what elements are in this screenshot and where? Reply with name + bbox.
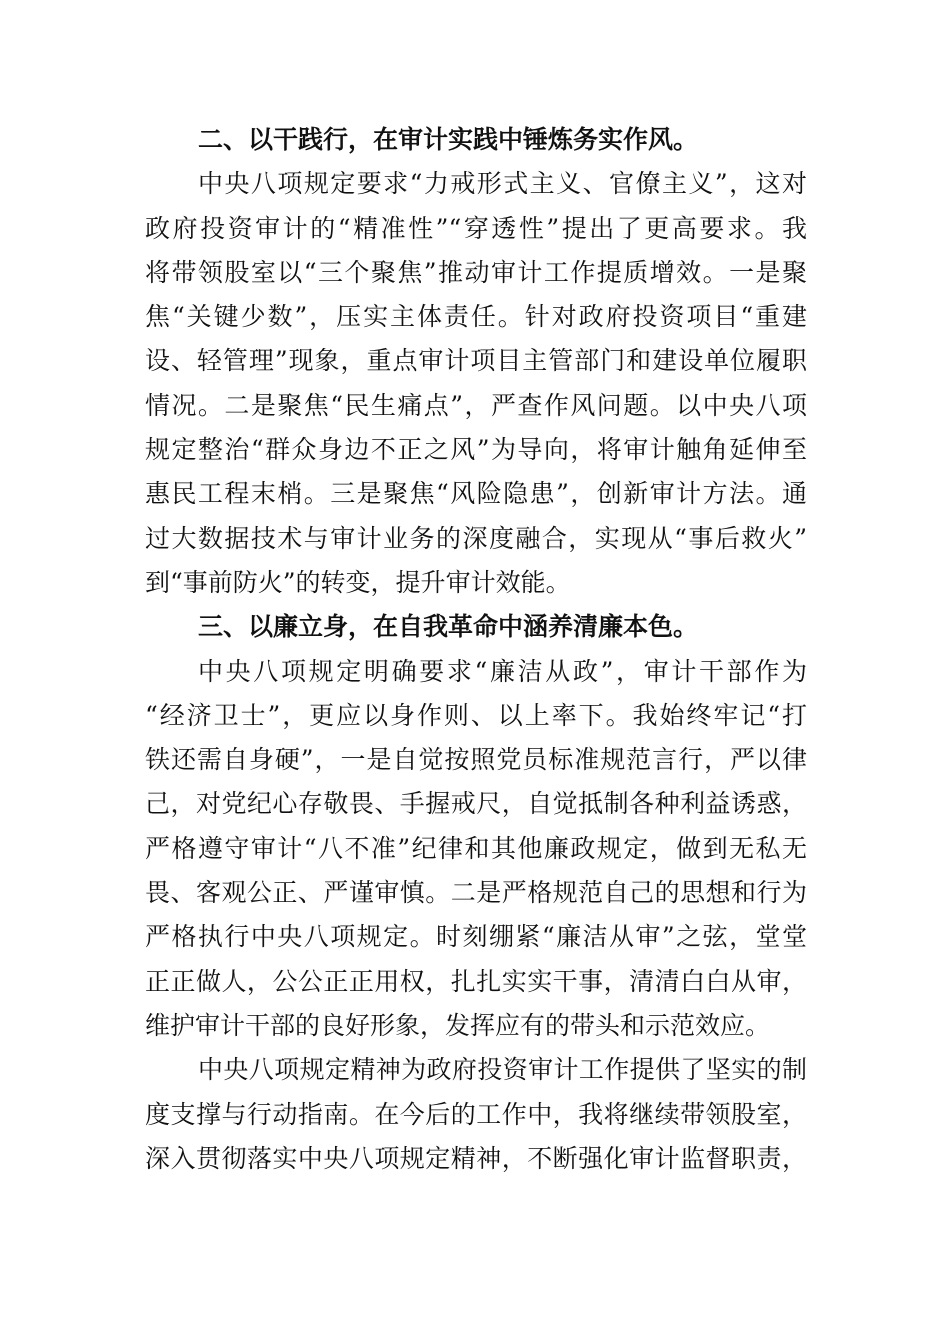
paragraph-line: “经济卫士”，更应以身作则、以上率下。我始终牢记“打 bbox=[145, 700, 807, 730]
paragraph-line: 惠民工程末梢。三是聚焦“风险隐患”，创新审计方法。通 bbox=[145, 479, 807, 509]
paragraph-line: 严格执行中央八项规定。时刻绷紧“廉洁从审”之弦，堂堂 bbox=[145, 922, 807, 952]
paragraph-line: 过大数据技术与审计业务的深度融合，实现从“事后救火” bbox=[145, 523, 807, 553]
paragraph-line: 设、轻管理”现象，重点审计项目主管部门和建设单位履职 bbox=[145, 346, 807, 376]
paragraph-line: 己，对党纪心存敬畏、手握戒尺，自觉抵制各种利益诱惑， bbox=[145, 789, 807, 819]
paragraph-line: 规定整治“群众身边不正之风”为导向，将审计触角延伸至 bbox=[145, 435, 807, 465]
paragraph-2 bbox=[145, 650, 807, 1049]
paragraph-line: 度支撑与行动指南。在今后的工作中，我将继续带领股室， bbox=[145, 1099, 807, 1129]
paragraph-line: 将带领股室以“三个聚焦”推动审计工作提质增效。一是聚 bbox=[145, 257, 807, 287]
paragraph-line: 中央八项规定要求“力戒形式主义、官僚主义”，这对 bbox=[198, 169, 807, 199]
paragraph-line: 中央八项规定明确要求“廉洁从政”，审计干部作为 bbox=[198, 656, 807, 686]
paragraph-3 bbox=[145, 1048, 807, 1181]
paragraph-line: 维护审计干部的良好形象，发挥应有的带头和示范效应。 bbox=[145, 1010, 771, 1040]
paragraph-line: 严格遵守审计“八不准”纪律和其他廉政规定，做到无私无 bbox=[145, 833, 807, 863]
section-heading-3: 三、以廉立身，在自我革命中涵养清廉本色。 bbox=[198, 612, 699, 642]
paragraph-line: 深入贯彻落实中央八项规定精神，不断强化审计监督职责， bbox=[145, 1143, 807, 1173]
paragraph-line: 政府投资审计的“精准性”“穿透性”提出了更高要求。我 bbox=[145, 213, 807, 243]
document-body bbox=[145, 118, 807, 1181]
paragraph-line: 铁还需自身硬”，一是自觉按照党员标准规范言行，严以律 bbox=[145, 745, 807, 775]
paragraph-line: 正正做人，公公正正用权，扎扎实实干事，清清白白从审， bbox=[145, 966, 807, 996]
paragraph-line: 情况。二是聚焦“民生痛点”，严查作风问题。以中央八项 bbox=[145, 390, 807, 420]
paragraph-line: 焦“关键少数”，压实主体责任。针对政府投资项目“重建 bbox=[145, 302, 807, 332]
paragraph-line: 畏、客观公正、严谨审慎。二是严格规范自己的思想和行为 bbox=[145, 878, 807, 908]
paragraph-1 bbox=[145, 162, 807, 605]
section-heading-2: 二、以干践行，在审计实践中锤炼务实作风。 bbox=[198, 125, 699, 154]
paragraph-line: 到“事前防火”的转变，提升审计效能。 bbox=[145, 567, 571, 597]
paragraph-line: 中央八项规定精神为政府投资审计工作提供了坚实的制 bbox=[198, 1055, 807, 1085]
